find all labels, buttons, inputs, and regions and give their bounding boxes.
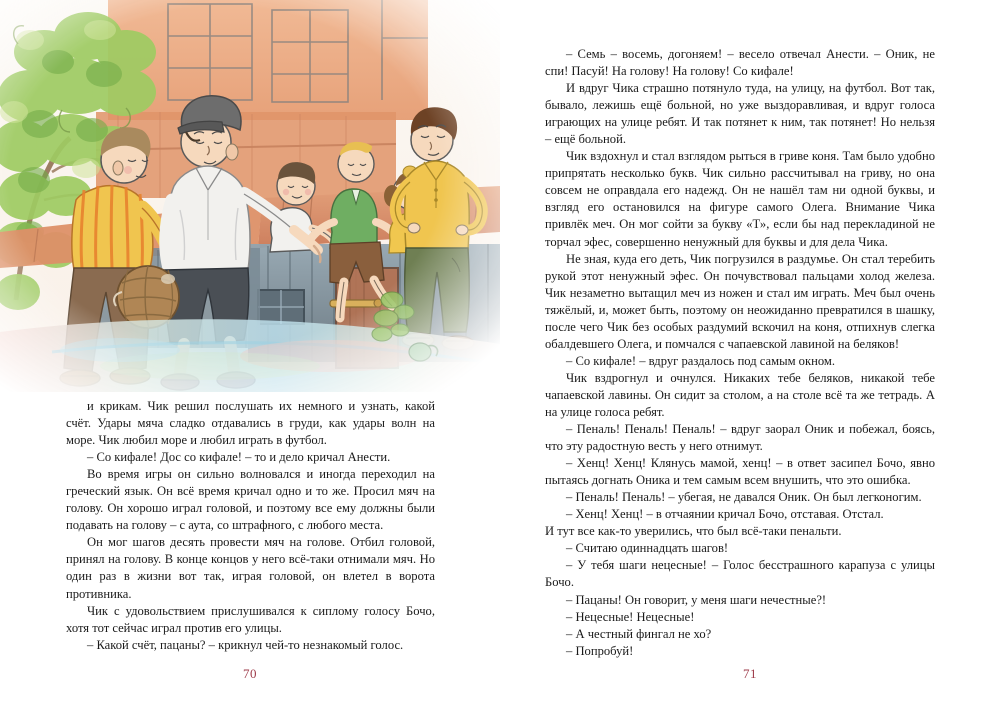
- paragraph: – Со кифале! Дос со кифале! – то и дело кричал Анести.: [87, 450, 391, 465]
- paragraph: – Нецесные! Нецесные!: [566, 609, 695, 624]
- paragraph: – Попробуй!: [566, 643, 634, 658]
- right-page: [500, 0, 1000, 712]
- paragraph: Чик с удовольствием прислушивался к сиплому голосу Бочо, хотя тот сейчас играл против его улицы.: [66, 603, 435, 635]
- watercolor-illustration-boys-playing-football-in-yard: [0, 0, 500, 392]
- illustration-artwork: [0, 0, 500, 392]
- paragraph: Чик вздохнул и стал взглядом рыться в гриве коня. Там было удобно припрятать несколько букв. Чик сильно рассчитывал на гриву, но она совсем не оправдала его надежд. Он не нашёл там ни одной буквы, и взгляд его остановился на фигуре самого Олега. Внимание Чика привлёк меч. Он мог сойти за букву «Т», если бы над перекладиной не торчал эфес, совершенно ненужный для буквы и для дела Чика.: [545, 149, 935, 249]
- paragraph: Он мог шагов десять провести мяч на голове. Отбил головой, принял на голову. В конце концов у него всё-таки отнимали мяч. Но один раз в жизни вот так, играя головой, он влетел в ворота противника.: [66, 535, 435, 601]
- page-number-right: 71: [743, 666, 757, 681]
- paragraph: Во время игры он сильно волновался и иногда переходил на греческий язык. Он всё время кричал одно и то же. Просил мяч на голову. Он хорошо играл головой, и поэтому все ему должны были подавать на голову – с аута, со штрафного, с любого места.: [66, 467, 435, 533]
- paragraph: – Со кифале! – вдруг раздалось под самым окном.: [566, 353, 836, 368]
- paragraph: Чик вздрогнул и очнулся. Никаких тебе беляков, никакой тебе чапаевской лавины. Он сидит за столом, а на столе всё та же тетрадь. А на улице голоса ребят.: [545, 370, 935, 419]
- paragraph: – Семь – восемь, догоняем! – весело отвечал Анести. – Оник, не спи! Пасуй! На голову! На голову! Со кифале!: [545, 47, 935, 79]
- paragraph: – А честный фингал не хо?: [566, 626, 712, 641]
- right-page-text-column: [545, 46, 935, 660]
- paragraph: И вдруг Чика страшно потянуло туда, на улицу, на футбол. Вот так, бывало, лежишь ещё больной, но уже выздоравливая, и вдруг голоса играющих на улице ребят. И так потянет к ним, так потянет! Но нельзя – ещё больной.: [545, 81, 935, 147]
- page-number-left: 70: [243, 666, 257, 681]
- paragraph: – У тебя шаги нецесные! – Голос бесстрашного карапуза с улицы Бочо.: [545, 558, 935, 590]
- paragraph: – Пацаны! Он говорит, у меня шаги нечестные?!: [566, 592, 827, 607]
- paragraph: Не зная, куда его деть, Чик погрузился в раздумье. Он стал теребить рукой этот ненужный эфес. Он почувствовал пальцами холод железа. Чик незаметно вытащил меч из ножен и стал им играть. Меч был очень тяжёлый, и, может быть, поэтому он неожиданно превратился в шашку, после чего Чик без особых раздумий вскочил на коня, отпихнув слегка обалдевшего Олега, и помчался с чапаевской лавиной на беляков!: [545, 251, 935, 351]
- paragraph: – Пеналь! Пеналь! – убегая, не давался Оник. Он был легконогим.: [566, 490, 922, 505]
- paragraph: – Считаю одиннадцать шагов!: [566, 541, 729, 556]
- paragraph: И тут все как-то уверились, что был всё-таки пенальти.: [545, 524, 842, 539]
- left-page-text-column: [66, 398, 435, 654]
- paragraph: – Хенц! Хенц! Клянусь мамой, хенц! – в ответ засипел Бочо, явно пытаясь догнать Оника и тем самым всем внушить, что это ошибка.: [545, 456, 935, 488]
- paragraph: – Пеналь! Пеналь! Пеналь! – вдруг заорал Оник и побежал, боясь, что эту радостную весть у него отнимут.: [545, 422, 935, 454]
- paragraph: – Хенц! Хенц! – в отчаянии кричал Бочо, отставая. Отстал.: [566, 507, 884, 522]
- paragraph: и крикам. Чик решил послушать их немного и узнать, какой счёт. Удары мяча сладко отдавались в груди, как удары волн на море. Чик любил море и любил играть в футбол.: [66, 399, 435, 448]
- paragraph: – Какой счёт, пацаны? – крикнул чей-то незнакомый голос.: [87, 637, 404, 652]
